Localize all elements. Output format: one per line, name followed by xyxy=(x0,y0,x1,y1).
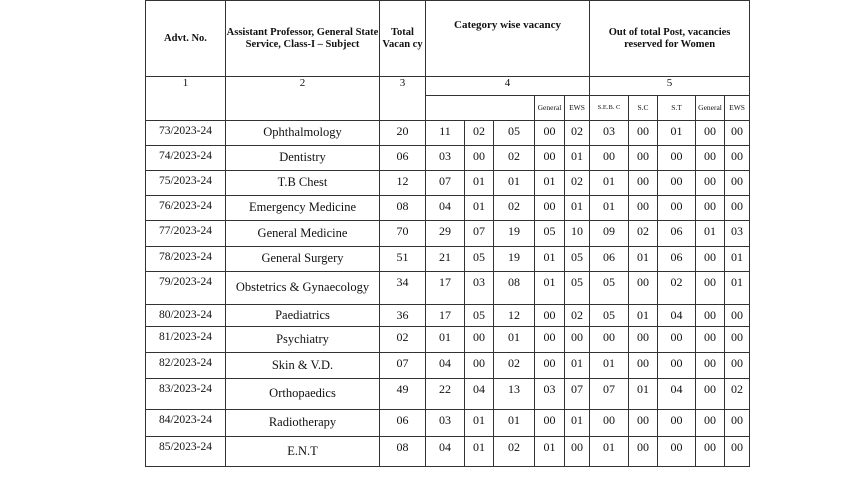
category-sebc-cell: 01 xyxy=(494,171,535,196)
women-general-cell: 00 xyxy=(590,327,629,353)
women-sc-cell: 00 xyxy=(696,410,725,437)
women-st-cell: 00 xyxy=(725,327,750,353)
women-sc-cell: 00 xyxy=(696,272,725,305)
women-ews-cell: 01 xyxy=(629,305,658,327)
table-row xyxy=(146,221,750,247)
subject-cell: Obstetrics & Gynaecology xyxy=(226,272,380,305)
category-ews-cell: 05 xyxy=(465,305,494,327)
category-ews-cell: 03 xyxy=(465,272,494,305)
vacancy-table xyxy=(145,0,750,467)
women-sc-cell: 00 xyxy=(696,437,725,467)
category-ews-cell: 01 xyxy=(465,437,494,467)
women-sc-cell: 00 xyxy=(696,353,725,379)
women-ews-cell: 00 xyxy=(629,121,658,146)
category-sebc-cell: 05 xyxy=(494,121,535,146)
advt-no-cell: 84/2023-24 xyxy=(146,410,226,437)
total-cell: 06 xyxy=(380,410,426,437)
women-st-cell: 01 xyxy=(725,272,750,305)
subheader-sc: S.C xyxy=(629,96,658,121)
total-cell: 70 xyxy=(380,221,426,247)
category-ews-cell: 00 xyxy=(465,353,494,379)
category-sc-cell: 00 xyxy=(535,305,565,327)
table-row xyxy=(146,305,750,327)
vacancy-table-document xyxy=(145,0,745,475)
category-st-cell: 00 xyxy=(565,327,590,353)
category-sebc-cell: 02 xyxy=(494,353,535,379)
women-general-cell: 01 xyxy=(590,353,629,379)
category-general-cell: 07 xyxy=(426,171,465,196)
women-st-cell: 01 xyxy=(725,247,750,272)
category-general-cell: 17 xyxy=(426,305,465,327)
category-st-cell: 01 xyxy=(565,410,590,437)
header-subject: Assistant Professor, General State Service, Class-I – Subject xyxy=(226,1,380,77)
category-ews-cell: 01 xyxy=(465,196,494,221)
category-sebc-cell: 02 xyxy=(494,437,535,467)
women-general-cell: 06 xyxy=(590,247,629,272)
advt-no-cell: 76/2023-24 xyxy=(146,196,226,221)
women-ews-cell: 00 xyxy=(629,272,658,305)
subheader-st: S.T xyxy=(658,96,696,121)
women-sebc-cell: 00 xyxy=(658,171,696,196)
category-general-cell: 17 xyxy=(426,272,465,305)
subheader-women-ews: EWS xyxy=(725,96,750,121)
women-sc-cell: 00 xyxy=(696,305,725,327)
header-women-reserved: Out of total Post, vacancies reserved for Women xyxy=(590,1,750,77)
women-ews-cell: 00 xyxy=(629,196,658,221)
category-sc-cell: 00 xyxy=(535,146,565,171)
women-general-cell: 00 xyxy=(590,146,629,171)
advt-no-cell: 79/2023-24 xyxy=(146,272,226,305)
women-ews-cell: 00 xyxy=(629,410,658,437)
category-st-cell: 10 xyxy=(565,221,590,247)
category-ews-cell: 05 xyxy=(465,247,494,272)
women-sc-cell: 00 xyxy=(696,196,725,221)
women-sebc-cell: 00 xyxy=(658,410,696,437)
advt-no-cell: 85/2023-24 xyxy=(146,437,226,467)
women-sebc-cell: 06 xyxy=(658,221,696,247)
category-st-cell: 07 xyxy=(565,379,590,410)
women-sebc-cell: 06 xyxy=(658,247,696,272)
category-sc-cell: 00 xyxy=(535,353,565,379)
total-cell: 08 xyxy=(380,196,426,221)
total-cell: 07 xyxy=(380,353,426,379)
women-sc-cell: 00 xyxy=(696,171,725,196)
subject-cell: Emergency Medicine xyxy=(226,196,380,221)
category-ews-cell: 01 xyxy=(465,410,494,437)
header-total: Total Vacan cy xyxy=(380,1,426,77)
category-general-cell: 11 xyxy=(426,121,465,146)
women-st-cell: 02 xyxy=(725,379,750,410)
total-cell: 06 xyxy=(380,146,426,171)
column-number-5: 5 xyxy=(590,77,750,96)
category-sebc-cell: 01 xyxy=(494,327,535,353)
category-sebc-cell: 19 xyxy=(494,221,535,247)
category-st-cell: 00 xyxy=(565,437,590,467)
category-ews-cell: 07 xyxy=(465,221,494,247)
women-st-cell: 00 xyxy=(725,196,750,221)
advt-no-cell: 75/2023-24 xyxy=(146,171,226,196)
women-st-cell: 00 xyxy=(725,353,750,379)
women-general-cell: 05 xyxy=(590,305,629,327)
category-sebc-cell: 19 xyxy=(494,247,535,272)
total-cell: 51 xyxy=(380,247,426,272)
women-sc-cell: 00 xyxy=(696,121,725,146)
subject-cell: Skin & V.D. xyxy=(226,353,380,379)
women-st-cell: 00 xyxy=(725,305,750,327)
subject-cell: General Surgery xyxy=(226,247,380,272)
table-row xyxy=(146,171,750,196)
women-sc-cell: 00 xyxy=(696,146,725,171)
women-sc-cell: 00 xyxy=(696,327,725,353)
category-general-cell: 04 xyxy=(426,196,465,221)
total-cell: 02 xyxy=(380,327,426,353)
category-general-cell: 29 xyxy=(426,221,465,247)
category-st-cell: 02 xyxy=(565,305,590,327)
category-sebc-cell: 08 xyxy=(494,272,535,305)
category-general-cell: 01 xyxy=(426,327,465,353)
subheader-sebc: S.E.B. C xyxy=(590,96,629,121)
women-general-cell: 03 xyxy=(590,121,629,146)
subject-cell: Psychiatry xyxy=(226,327,380,353)
subject-cell: E.N.T xyxy=(226,437,380,467)
advt-no-cell: 83/2023-24 xyxy=(146,379,226,410)
women-st-cell: 00 xyxy=(725,410,750,437)
table-row xyxy=(146,121,750,146)
women-sebc-cell: 04 xyxy=(658,305,696,327)
table-row xyxy=(146,327,750,353)
women-sebc-cell: 04 xyxy=(658,379,696,410)
women-ews-cell: 02 xyxy=(629,221,658,247)
subheader-women-general: General xyxy=(696,96,725,121)
column-number-3: 3 xyxy=(380,77,426,121)
category-sebc-cell: 13 xyxy=(494,379,535,410)
category-ews-cell: 02 xyxy=(465,121,494,146)
category-sc-cell: 01 xyxy=(535,171,565,196)
header-advt-no: Advt. No. xyxy=(146,1,226,77)
advt-no-cell: 81/2023-24 xyxy=(146,327,226,353)
women-st-cell: 00 xyxy=(725,146,750,171)
category-sebc-cell: 02 xyxy=(494,146,535,171)
category-ews-cell: 04 xyxy=(465,379,494,410)
women-general-cell: 00 xyxy=(590,410,629,437)
table-row xyxy=(146,146,750,171)
category-sebc-cell: 01 xyxy=(494,410,535,437)
women-ews-cell: 01 xyxy=(629,379,658,410)
category-sc-cell: 01 xyxy=(535,437,565,467)
category-general-cell: 03 xyxy=(426,410,465,437)
women-st-cell: 00 xyxy=(725,171,750,196)
table-row xyxy=(146,353,750,379)
category-general-cell: 04 xyxy=(426,437,465,467)
category-general-cell: 22 xyxy=(426,379,465,410)
women-ews-cell: 00 xyxy=(629,171,658,196)
category-ews-cell: 00 xyxy=(465,146,494,171)
category-sc-cell: 00 xyxy=(535,410,565,437)
women-sebc-cell: 00 xyxy=(658,196,696,221)
category-sc-cell: 03 xyxy=(535,379,565,410)
women-st-cell: 03 xyxy=(725,221,750,247)
category-sc-cell: 00 xyxy=(535,121,565,146)
women-ews-cell: 00 xyxy=(629,353,658,379)
spacer-cell xyxy=(426,96,535,121)
table-row xyxy=(146,272,750,305)
subheader-general: General xyxy=(535,96,565,121)
category-st-cell: 01 xyxy=(565,146,590,171)
table-row xyxy=(146,437,750,467)
advt-no-cell: 74/2023-24 xyxy=(146,146,226,171)
women-general-cell: 05 xyxy=(590,272,629,305)
total-cell: 34 xyxy=(380,272,426,305)
header-category-wise: Category wise vacancy xyxy=(426,1,590,77)
subject-cell: Radiotherapy xyxy=(226,410,380,437)
subject-cell: Orthopaedics xyxy=(226,379,380,410)
total-cell: 08 xyxy=(380,437,426,467)
category-sebc-cell: 02 xyxy=(494,196,535,221)
women-general-cell: 01 xyxy=(590,437,629,467)
women-sc-cell: 00 xyxy=(696,379,725,410)
column-number-1: 1 xyxy=(146,77,226,121)
category-st-cell: 05 xyxy=(565,272,590,305)
subheader-ews: EWS xyxy=(565,96,590,121)
category-st-cell: 01 xyxy=(565,196,590,221)
column-number-2: 2 xyxy=(226,77,380,121)
table-row xyxy=(146,379,750,410)
category-st-cell: 02 xyxy=(565,171,590,196)
category-sc-cell: 01 xyxy=(535,247,565,272)
total-cell: 49 xyxy=(380,379,426,410)
subject-cell: T.B Chest xyxy=(226,171,380,196)
women-general-cell: 09 xyxy=(590,221,629,247)
women-st-cell: 00 xyxy=(725,121,750,146)
category-sc-cell: 00 xyxy=(535,327,565,353)
subject-cell: General Medicine xyxy=(226,221,380,247)
category-sebc-cell: 12 xyxy=(494,305,535,327)
women-sc-cell: 00 xyxy=(696,247,725,272)
subject-cell: Dentistry xyxy=(226,146,380,171)
women-sebc-cell: 00 xyxy=(658,437,696,467)
advt-no-cell: 80/2023-24 xyxy=(146,305,226,327)
advt-no-cell: 82/2023-24 xyxy=(146,353,226,379)
advt-no-cell: 78/2023-24 xyxy=(146,247,226,272)
category-ews-cell: 01 xyxy=(465,171,494,196)
category-general-cell: 04 xyxy=(426,353,465,379)
women-sc-cell: 01 xyxy=(696,221,725,247)
women-ews-cell: 00 xyxy=(629,146,658,171)
women-sebc-cell: 00 xyxy=(658,327,696,353)
women-sebc-cell: 02 xyxy=(658,272,696,305)
advt-no-cell: 73/2023-24 xyxy=(146,121,226,146)
category-st-cell: 02 xyxy=(565,121,590,146)
category-general-cell: 03 xyxy=(426,146,465,171)
category-general-cell: 21 xyxy=(426,247,465,272)
women-sebc-cell: 00 xyxy=(658,146,696,171)
women-sebc-cell: 01 xyxy=(658,121,696,146)
women-general-cell: 01 xyxy=(590,196,629,221)
total-cell: 12 xyxy=(380,171,426,196)
table-row xyxy=(146,247,750,272)
women-st-cell: 00 xyxy=(725,437,750,467)
women-general-cell: 07 xyxy=(590,379,629,410)
total-cell: 20 xyxy=(380,121,426,146)
subject-cell: Paediatrics xyxy=(226,305,380,327)
table-row xyxy=(146,196,750,221)
category-sc-cell: 00 xyxy=(535,196,565,221)
table-row xyxy=(146,410,750,437)
category-st-cell: 05 xyxy=(565,247,590,272)
women-general-cell: 01 xyxy=(590,171,629,196)
women-ews-cell: 01 xyxy=(629,247,658,272)
women-ews-cell: 00 xyxy=(629,327,658,353)
category-sc-cell: 01 xyxy=(535,272,565,305)
women-ews-cell: 00 xyxy=(629,437,658,467)
category-ews-cell: 00 xyxy=(465,327,494,353)
subject-cell: Ophthalmology xyxy=(226,121,380,146)
advt-no-cell: 77/2023-24 xyxy=(146,221,226,247)
column-number-4: 4 xyxy=(426,77,590,96)
total-cell: 36 xyxy=(380,305,426,327)
category-sc-cell: 05 xyxy=(535,221,565,247)
women-sebc-cell: 00 xyxy=(658,353,696,379)
category-st-cell: 01 xyxy=(565,353,590,379)
